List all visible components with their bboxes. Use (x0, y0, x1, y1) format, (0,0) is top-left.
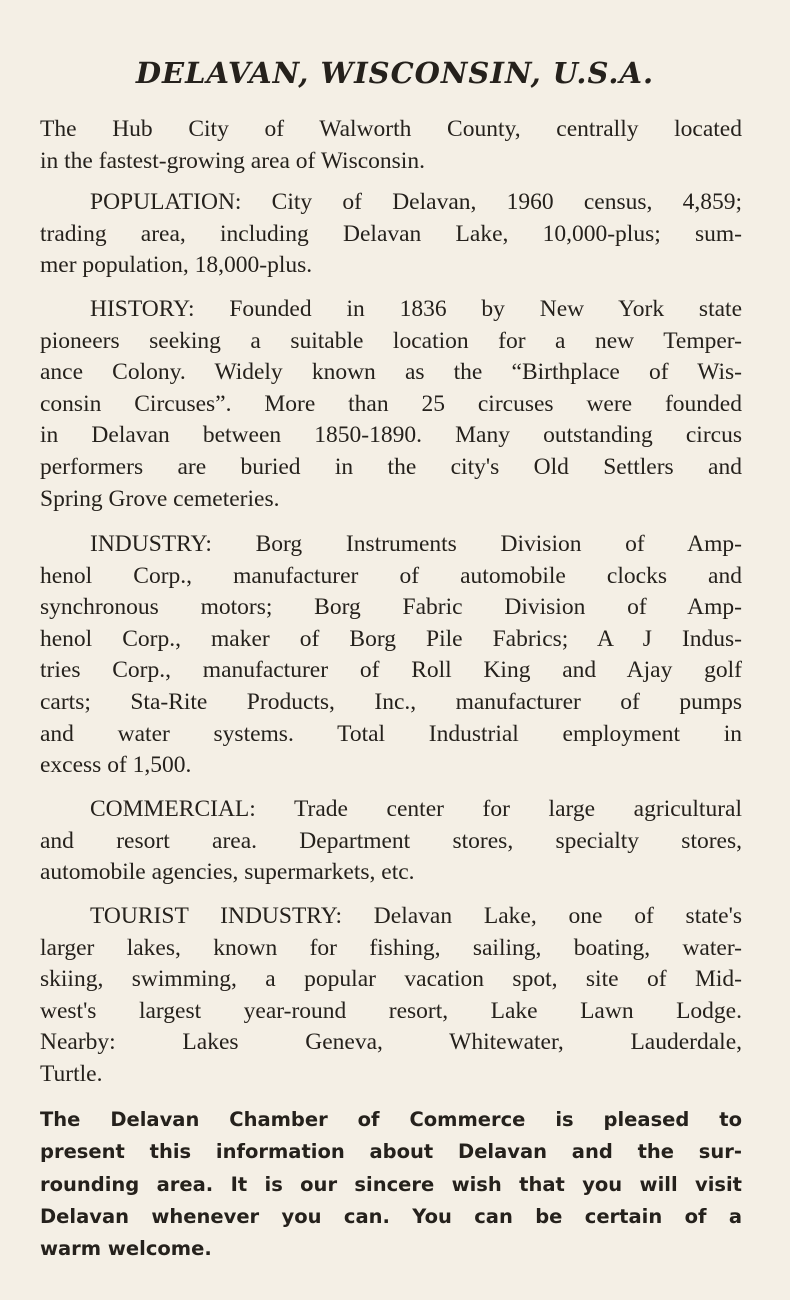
text-line: COMMERCIAL: Trade center for large agricultural (90, 796, 742, 822)
paragraph-commercial (40, 794, 742, 889)
text-line: The Hub City of Walworth County, centrally located (40, 116, 742, 142)
closing-paragraph (40, 1104, 742, 1265)
text-line: skiing, swimming, a popular vacation spot, site of Mid- (40, 966, 742, 993)
text-line: in the fastest-growing area of Wisconsin. (40, 147, 425, 174)
text-line: mer population, 18,000-plus. (40, 252, 313, 279)
text-line: performers are buried in the city's Old Settlers and (40, 453, 742, 480)
text-line: excess of 1,500. (40, 752, 192, 779)
text-line: HISTORY: Founded in 1836 by New York state (90, 296, 742, 322)
text-line: ance Colony. Widely known as the “Birthplace of Wis- (40, 359, 742, 386)
text-line: present this information about Delavan and the sur- (40, 1140, 742, 1164)
text-line: Spring Grove cemeteries. (40, 485, 280, 512)
text-line: POPULATION: City of Delavan, 1960 census, 4,859; (90, 189, 742, 215)
text-line: Delavan whenever you can. You can be certain of a (40, 1204, 742, 1228)
paragraph-tourist-industry (40, 901, 742, 1091)
text-line: synchronous motors; Borg Fabric Division of Amp- (40, 594, 742, 621)
text-line: west's largest year-round resort, Lake Lawn Lodge. (40, 997, 742, 1024)
text-line: INDUSTRY: Borg Instruments Division of Amp- (90, 531, 742, 557)
text-line: The Delavan Chamber of Commerce is pleased to (40, 1108, 742, 1131)
text-line: Nearby: Lakes Geneva, Whitewater, Lauderdale, (40, 1029, 742, 1056)
paragraph-history (40, 294, 742, 515)
text-line: rounding area. It is our sincere wish that you will visit (40, 1172, 742, 1196)
text-line: in Delavan between 1850-1890. Many outstanding circus (40, 422, 742, 449)
text-line: Turtle. (40, 1060, 103, 1087)
text-line: automobile agencies, supermarkets, etc. (40, 859, 415, 886)
text-line: carts; Sta-Rite Products, Inc., manufacturer of pumps (40, 688, 742, 715)
text-line: and resort area. Department stores, specialty stores, (40, 827, 742, 854)
paragraph-industry (40, 529, 742, 782)
text-line: trading area, including Delavan Lake, 10,000-plus; sum- (40, 220, 742, 247)
page-title: DELAVAN, WISCONSIN, U.S.A. (135, 56, 655, 90)
text-line: larger lakes, known for fishing, sailing, boating, water- (40, 934, 742, 961)
paragraph-population (40, 187, 742, 282)
text-line: pioneers seeking a suitable location for a new Temper- (40, 327, 742, 354)
text-line: warm welcome. (40, 1237, 212, 1261)
text-line: tries Corp., manufacturer of Roll King and Ajay golf (40, 657, 742, 684)
text-line: consin Circuses”. More than 25 circuses were founded (40, 390, 742, 417)
text-line: henol Corp., manufacturer of automobile clocks and (40, 562, 742, 589)
paragraph-intro (40, 114, 742, 177)
text-line: TOURIST INDUSTRY: Delavan Lake, one of state's (90, 903, 742, 929)
text-line: and water systems. Total Industrial employment in (40, 720, 742, 747)
text-line: henol Corp., maker of Borg Pile Fabrics; A J Indus- (40, 625, 742, 652)
